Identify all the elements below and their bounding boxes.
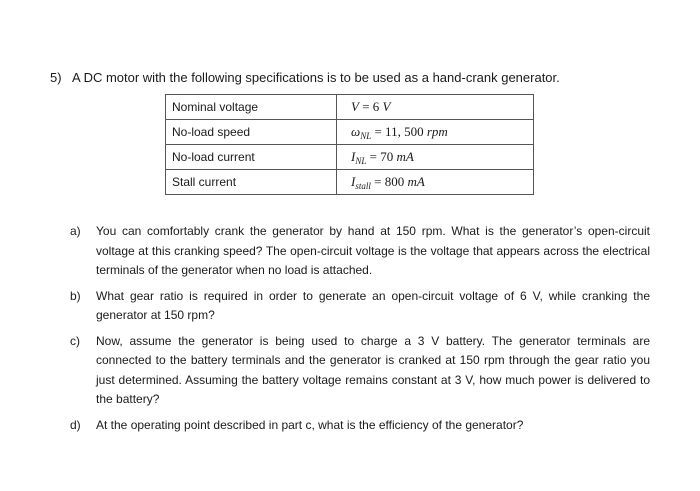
part-label: d)	[70, 417, 81, 432]
spec-unit: mA	[396, 148, 414, 164]
part-text: What gear ratio is required in order to generate an open-circuit voltage of 6 V, while cranking the generator at 150 rpm?	[96, 288, 650, 322]
spec-row-nominal-voltage	[166, 95, 534, 120]
problem-header	[50, 70, 560, 86]
spec-unit: mA	[407, 173, 425, 189]
spec-label: Nominal voltage	[166, 95, 337, 120]
question-parts	[70, 222, 650, 441]
spec-subscript: NL	[355, 155, 367, 166]
spec-value: $I_{NL} = 70$ mA	[337, 145, 534, 170]
question-part-c	[70, 332, 650, 410]
part-label: b)	[70, 288, 81, 303]
question-part-d	[70, 416, 650, 436]
spec-number: 800	[384, 173, 405, 189]
spec-subscript: stall	[355, 180, 371, 191]
spec-number: 70	[380, 148, 394, 164]
spec-number: 11, 500	[385, 123, 424, 139]
spec-subscript: NL	[360, 130, 372, 141]
spec-label: No-load speed	[166, 120, 337, 145]
part-text: You can comfortably crank the generator by hand at 150 rpm. What is the generator’s open-circuit voltage at this cranking speed? The open-circuit voltage is the voltage that appears across the electrical terminals of the generator when no load is attached.	[96, 224, 650, 277]
spec-row-no-load-speed	[166, 120, 534, 145]
spec-label: No-load current	[166, 145, 337, 170]
spec-number: 6	[372, 99, 380, 114]
spec-label: Stall current	[166, 170, 337, 195]
part-text: Now, assume the generator is being used to charge a 3 V battery. The generator terminals are connected to the battery terminals and the generator is cranked at 150 rpm through the gear ratio you just determined. Assuming the battery voltage remains constant at 3 V, how much power is delivered to the battery?	[96, 333, 650, 406]
question-part-b	[70, 287, 650, 326]
spec-row-no-load-current	[166, 145, 534, 170]
specifications-table	[165, 94, 534, 195]
spec-row-stall-current	[166, 170, 534, 195]
part-label: a)	[70, 224, 81, 238]
spec-value: $\omega_{NL} = 11$, 500 rpm	[337, 120, 534, 145]
spec-symbol: V	[351, 99, 359, 114]
spec-value: V = 6 V	[337, 95, 534, 120]
spec-symbol: I	[351, 173, 356, 189]
question-part-a	[70, 222, 650, 281]
spec-unit: V	[382, 99, 391, 114]
spec-unit: rpm	[426, 123, 448, 139]
spec-symbol: ω	[351, 123, 361, 139]
part-label: c)	[70, 333, 80, 348]
spec-value: $I_{stall} = 800$ mA	[337, 170, 534, 195]
part-text: At the operating point described in part c, what is the efficiency of the generator?	[96, 417, 524, 432]
spec-symbol: I	[351, 148, 356, 164]
problem-intro: A DC motor with the following specifications is to be used as a hand-crank generator.	[72, 70, 560, 85]
problem-number: 5)	[50, 70, 62, 85]
